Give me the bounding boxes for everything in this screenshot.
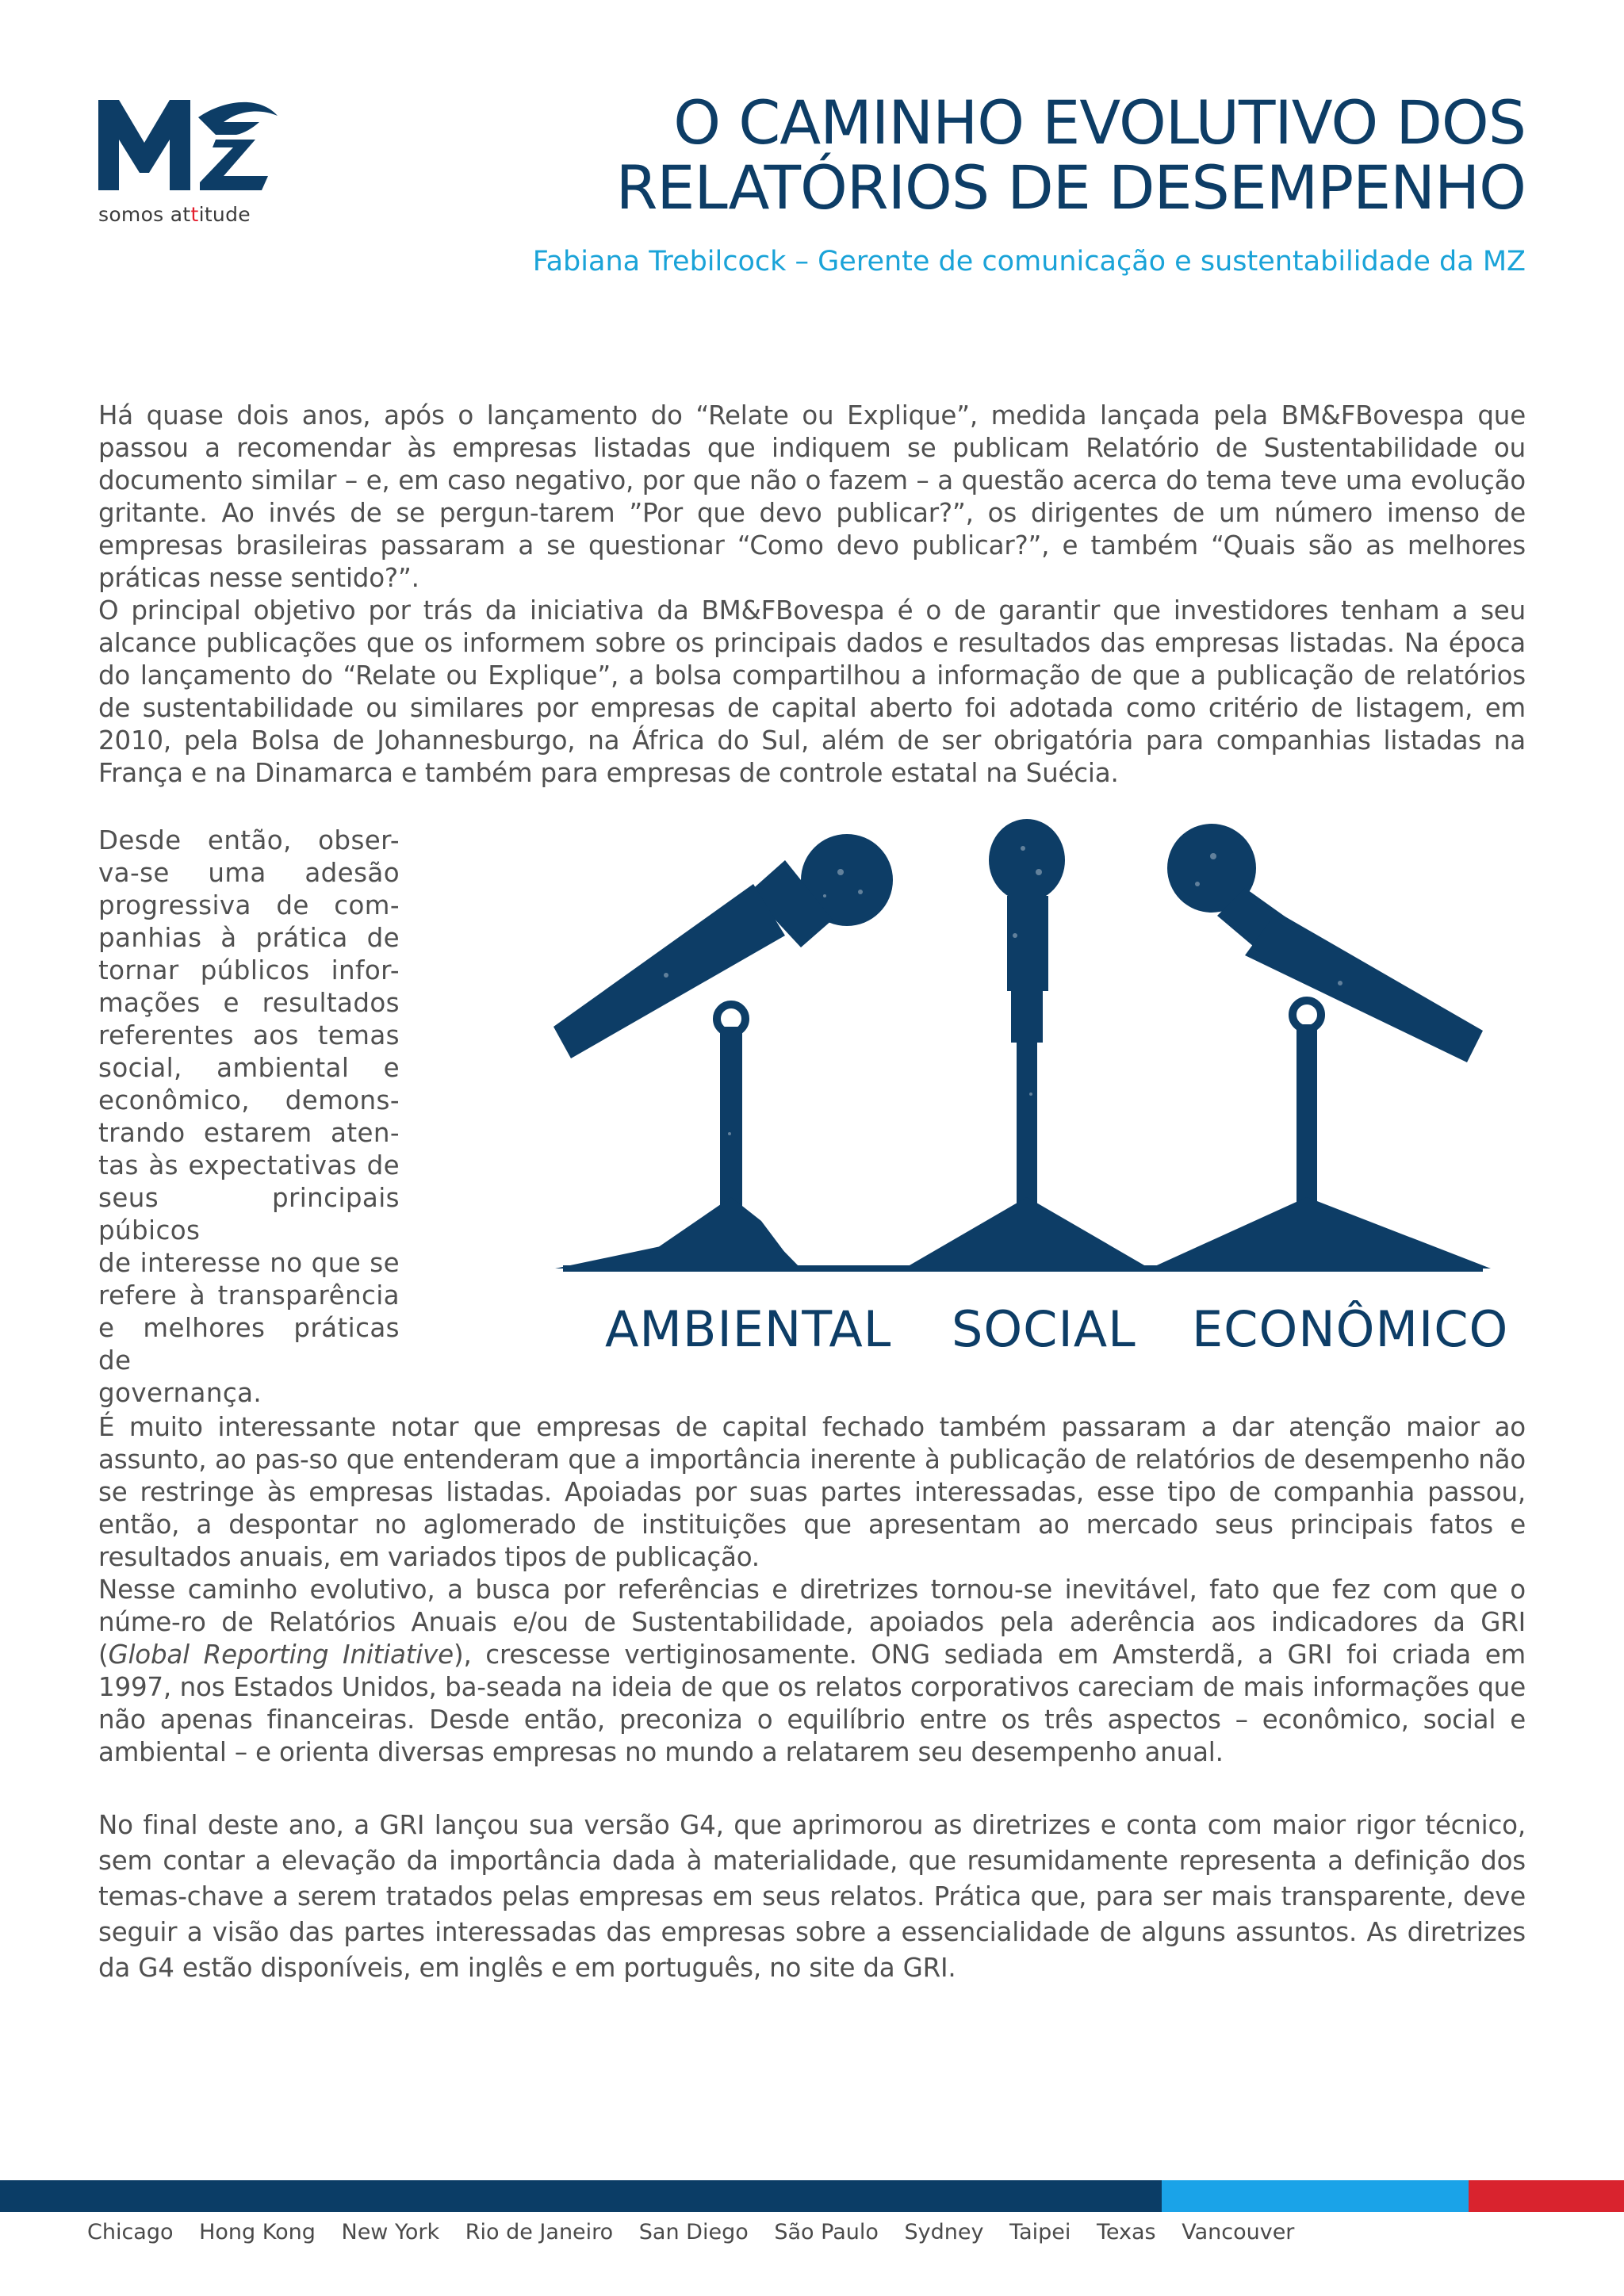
city: Sydney (904, 2220, 984, 2244)
paragraph-6: No final deste ano, a GRI lançou sua versão G4, que aprimorou as diretrizes e conta com maior rigor técnico, sem contar a elevação da importância dada à materialidade, que resumidamente representa a definição dos temas-chave a serem tratados pelas empresas em seus relatos. Prática que, para ser mais transparente, deve seguir a visão das partes interessadas das empresas sobre a essencialidade de alguns assuntos. As diretrizes da G4 estão disponíveis, em inglês e em português, no site da GRI. (98, 1810, 1526, 1983)
paragraph-3-line: trando estarem aten- (98, 1118, 400, 1148)
city: Taipei (1009, 2220, 1071, 2244)
paragraph-3-line: de interesse no que se (98, 1248, 400, 1278)
paragraph-3-line: va-se uma adesão (98, 858, 400, 888)
paragraph-3-line: e melhores práticas de (98, 1313, 400, 1376)
paragraph-3 (98, 825, 400, 1410)
logo-tagline: somos attitude (98, 203, 251, 226)
city: Hong Kong (199, 2220, 316, 2244)
paragraph-3-line: tas às expectativas de (98, 1150, 400, 1181)
city: Chicago (87, 2220, 174, 2244)
title-line-2: RELATÓRIOS DE DESEMPENHO (615, 152, 1526, 223)
footer-bar-lightblue (1162, 2180, 1469, 2212)
microphones-icon (547, 817, 1499, 1292)
paragraph-3-line: refere à transparência (98, 1280, 400, 1311)
city: São Paulo (774, 2220, 879, 2244)
footer-cities (87, 2220, 1313, 2244)
city: Rio de Janeiro (465, 2220, 614, 2244)
paragraph-4: É muito interessante notar que empresas de capital fechado também passaram a dar atenção maior ao assunto, ao pas-so que entenderam que a importância inerente à publicação de relatórios de desempenho não se restringe às empresas listadas. Apoiadas por suas partes interessadas, esse tipo de companhia passou, então, a despontar no aglomerado de instituições que apresentam ao mercado seus principais fatos e resultados anuais, em variados tipos de publicação. (98, 1412, 1526, 1572)
paragraph-3-line: seus principais púbicos (98, 1183, 400, 1246)
center-microphone-icon (904, 819, 1150, 1269)
left-microphone-icon (553, 834, 893, 1269)
paragraph-3-line: governança. (98, 1378, 262, 1408)
paragraph-3-line: Desde então, obser- (98, 825, 400, 855)
paragraph-2: O principal objetivo por trás da iniciativa da BM&FBovespa é o de garantir que investidores tenham a seu alcance publicações que os informem sobre os principais dados e resultados das empresas listadas. Na época do lançamento do “Relate ou Explique”, a bolsa compartilhou a informação de que a publicação de relatórios de sustentabilidade ou similares por empresas de capital aberto foi adotada como critério de listagem, em 2010, pela Bolsa de Johannesburgo, na África do Sul, além de ser obrigatória para companhias listadas na França e na Dinamarca e também para empresas de controle estatal na Suécia. (98, 595, 1526, 788)
city: Texas (1096, 2220, 1156, 2244)
author-line: Fabiana Trebilcock – Gerente de comunicação e sustentabilidade da MZ (532, 246, 1526, 277)
paragraph-3-line: panhias à prática de (98, 923, 400, 953)
mz-logo-mark-icon (97, 94, 279, 197)
paragraph-5: Nesse caminho evolutivo, a busca por referências e diretrizes tornou-se inevitável, fato que fez com que o núme-ro de Relatórios Anuais e/ou de Sustentabilidade, apoiados pela aderência aos indicadores da GRI (Global Reporting Initiative), crescesse vertiginosamente. ONG sediada em Amsterdã, a GRI foi criada em 1997, nos Estados Unidos, ba-seada na ideia de que os relatos corporativos careciam de mais informações que não apenas financeiras. Desde então, preconiza o equilíbrio entre os três aspectos – econômico, social e ambiental – e orienta diversas empresas no mundo a relatarem seu desempenho anual. (98, 1575, 1526, 1767)
footer-bar-blue (0, 2180, 1162, 2212)
paragraph-3-line: mações e resultados (98, 988, 400, 1018)
city: San Diego (638, 2220, 749, 2244)
paragraph-1: Há quase dois anos, após o lançamento do “Relate ou Explique”, medida lançada pela BM&FBovespa que passou a recomendar às empresas listadas que indiquem se publicam Relatório de Sustentabilidade ou documento similar – e, em caso negativo, por que não o fazem – a questão acerca do tema teve uma evolução gritante. Ao invés de se pergun-tarem ”Por que devo publicar?”, os dirigentes de um número imenso de empresas brasileiras passaram a se questionar “Como devo publicar?”, e também “Quais são as melhores práticas nesse sentido?”. (98, 400, 1526, 593)
paragraph-3-line: referentes aos temas (98, 1020, 400, 1050)
label-economico: ECONÔMICO (1192, 1300, 1509, 1358)
mz-logo (97, 94, 279, 232)
page-title (495, 87, 1526, 223)
paragraph-3-line: progressiva de com- (98, 890, 400, 920)
title-line-1: O CAMINHO EVOLUTIVO DOS (673, 87, 1526, 158)
city: Vancouver (1182, 2220, 1295, 2244)
city: New York (341, 2220, 440, 2244)
footer-bar-red (1469, 2180, 1624, 2212)
microphones-illustration (547, 817, 1499, 1292)
label-ambiental: AMBIENTAL (605, 1300, 892, 1358)
paragraph-3-line: tornar públicos infor- (98, 955, 400, 985)
label-social: SOCIAL (952, 1300, 1136, 1358)
paragraph-3-line: econômico, demons- (98, 1085, 400, 1115)
right-microphone-icon (1150, 824, 1491, 1269)
paragraph-3-line: social, ambiental e (98, 1053, 400, 1083)
